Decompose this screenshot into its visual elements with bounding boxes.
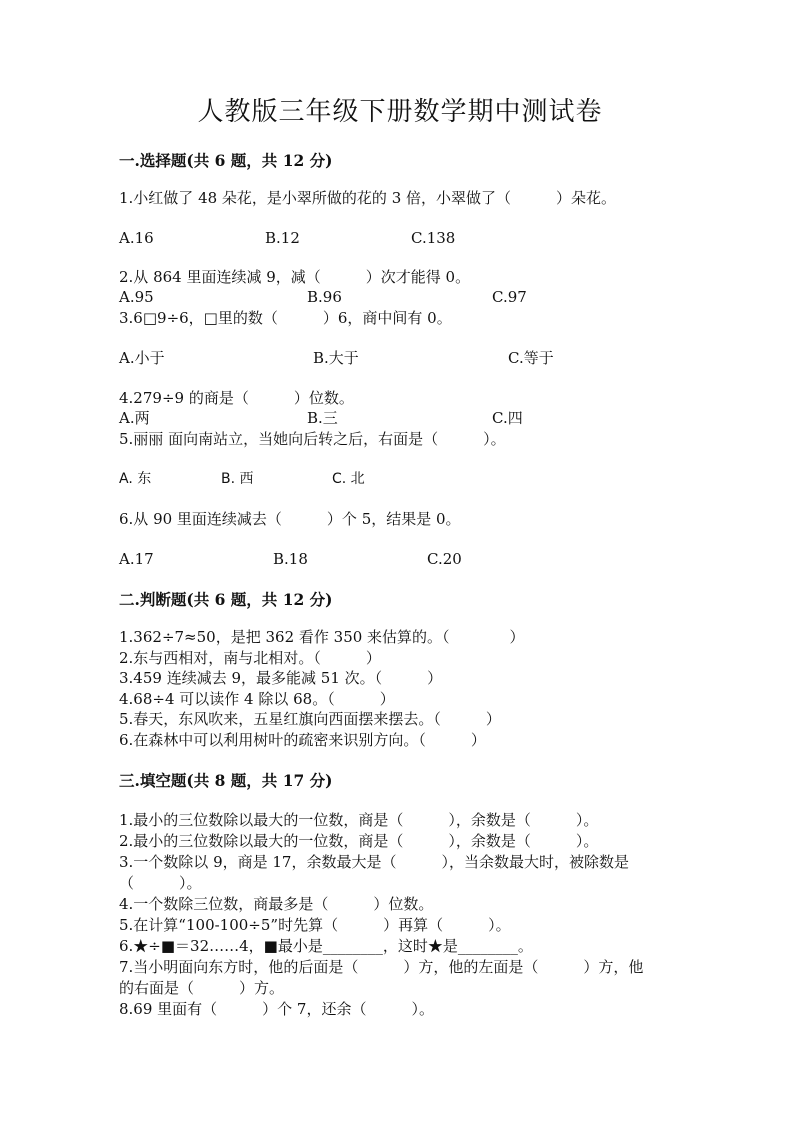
fill-in-line: 4.一个数除三位数，商最多是（ ）位数。: [119, 895, 434, 913]
fill-in-line: 1.最小的三位数除以最大的一位数，商是（ ），余数是（ ）。: [119, 811, 599, 829]
judgement-item: 3.459 连续减去 9，最多能减 51 次。（ ）: [119, 669, 443, 687]
question-3-options: [119, 348, 719, 368]
question-1: 1.小红做了 48 朵花，是小翠所做的花的 3 倍，小翠做了（ ）朵花。: [119, 189, 617, 207]
judgement-item: 6.在森林中可以利用树叶的疏密来识别方向。（ ）: [119, 731, 486, 749]
judgement-item: 5.春天，东风吹来，五星红旗向西面摆来摆去。（ ）: [119, 710, 501, 728]
option-a: A.两: [119, 409, 150, 427]
fill-in-line: （ ）。: [119, 874, 202, 892]
question-5: 5.丽丽 面向南站立，当她向后转之后，右面是（ ）。: [119, 430, 506, 448]
question-6: 6.从 90 里面连续减去（ ）个 5，结果是 0。: [119, 510, 461, 528]
option-a: A.小于: [119, 349, 165, 367]
question-4-options: [119, 408, 719, 428]
fill-in-line: 8.69 里面有（ ）个 7，还余（ ）。: [119, 1000, 434, 1018]
question-5-options: [119, 469, 719, 489]
judgement-item: 4.68÷4 可以读作 4 除以 68。（ ）: [119, 690, 395, 708]
option-a: A.16: [119, 229, 154, 247]
option-c: C. 北: [332, 471, 365, 487]
question-3: 3.6□9÷6，□里的数（ ）6，商中间有 0。: [119, 309, 452, 327]
fill-in-line: 3.一个数除以 9，商是 17，余数最大是（ ），当余数最大时，被除数是: [119, 853, 629, 871]
option-b: B.三: [307, 409, 338, 427]
option-c: C.四: [492, 409, 523, 427]
option-c: C.138: [411, 229, 456, 247]
question-1-options: [119, 228, 719, 248]
fill-in-line: 的右面是（ ）方。: [119, 979, 285, 997]
option-c: C.97: [492, 288, 527, 306]
question-2: 2.从 864 里面连续减 9，减（ ）次才能得 0。: [119, 268, 471, 286]
fill-in-line: 5.在计算“100-100÷5”时先算（ ）再算（ ）。: [119, 916, 511, 934]
fill-in-line: 7.当小明面向东方时，他的后面是（ ）方，他的左面是（ ）方，他: [119, 958, 644, 976]
fill-in-line: 6.★÷■＝32……4，■最小是________，这时★是________。: [119, 937, 533, 955]
option-b: B.96: [307, 288, 342, 306]
option-a: A. 东: [119, 471, 152, 487]
section-heading-fill-in: 三.填空题(共 8 题，共 17 分): [119, 771, 333, 790]
option-c: C.20: [427, 550, 462, 568]
judgement-item: 1.362÷7≈50，是把 362 看作 350 来估算的。（ ）: [119, 628, 525, 646]
question-4: 4.279÷9 的商是（ ）位数。: [119, 389, 354, 407]
option-b: B.18: [273, 550, 308, 568]
section-heading-judgement: 二.判断题(共 6 题，共 12 分): [119, 590, 333, 609]
option-c: C.等于: [508, 349, 554, 367]
option-a: A.17: [119, 550, 154, 568]
question-2-options: [119, 287, 719, 307]
section-heading-choice: 一.选择题(共 6 题，共 12 分): [119, 151, 333, 170]
page-title: 人教版三年级下册数学期中测试卷: [197, 97, 603, 127]
option-b: B. 西: [221, 471, 254, 487]
question-6-options: [119, 549, 719, 569]
option-b: B.12: [265, 229, 300, 247]
option-a: A.95: [119, 288, 154, 306]
judgement-item: 2.东与西相对，南与北相对。（ ）: [119, 649, 381, 667]
option-b: B.大于: [313, 349, 359, 367]
fill-in-line: 2.最小的三位数除以最大的一位数，商是（ ），余数是（ ）。: [119, 832, 599, 850]
